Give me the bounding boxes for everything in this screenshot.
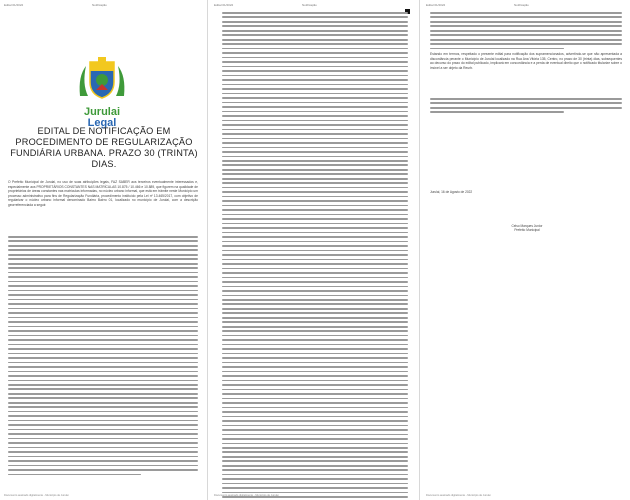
page-footer: Documento assinado digitalmente - Município de Jurulai	[426, 494, 491, 497]
logo-name-line1: Jurulai	[83, 106, 121, 118]
signature-block	[482, 224, 572, 233]
coat-of-arms-icon	[76, 56, 128, 102]
page-divider	[419, 0, 420, 500]
document-date: Jurulai, 16 de Agosto de 2022	[430, 190, 473, 194]
municipality-logo	[76, 56, 128, 128]
page-footer: Documento assinado digitalmente - Município de Jurulai	[214, 494, 279, 497]
logo-name-line2: Legal	[87, 117, 117, 129]
page-footer: Documento assinado digitalmente - Município de Jurulai	[4, 494, 69, 497]
page-header: Notificação	[92, 3, 107, 7]
document-intro: O Prefeito Municipal de Jurulai, no uso de suas atribuições legais, FAZ SABER aos terceiros eventualmente interessados e, especialmente aos PROPRIETÁRIOS CONSTANTES NAS MATRÍCULAS 10.875 / 10.466 e 10.889, que figurem na qualidade de proprietários de áreas constantes nas matrículas informadas, no núcleo urbano informal, que está em trâmite neste Município um processo administrativo para fins de Regularização Fundiária, procedimento instituído pela Lei nº 13.465/2017, com objetivo de regularizar o núcleo urbano informal denominado Bairro Bairro 01, localizado no município de Jurulai, com a descrição georreferenciada a seguir.	[8, 180, 198, 207]
georeferenced-description-text	[8, 236, 198, 478]
closing-notes-text	[430, 98, 622, 116]
georeferenced-description-text	[430, 12, 622, 52]
georeferenced-description-text	[222, 12, 408, 500]
page-header: Edital 01/2022	[426, 3, 446, 7]
closing-paragraph: Estando em termos, respeitado o presente edital para notificação dos supramencionados, advertindo-se que não apresentada a discordância perante o Município de Jurulai localizado na Rua Ana Vitória 135, Centro, no prazo de 30 (trinta) dias, subsequentes ao decurso do prazo do edital publicado, implicará em concordância e a perda de eventual direito que o notificado titularize sobre o imóvel a ser objeto da Reurb.	[430, 52, 622, 70]
document-page-1	[0, 0, 206, 500]
page-header: Edital 01/2022	[4, 3, 24, 7]
page-divider	[207, 0, 208, 500]
page-header: Notificação	[302, 3, 317, 7]
page-header: Edital 01/2022	[214, 3, 234, 7]
document-page-2	[210, 0, 416, 500]
document-page-3	[422, 0, 630, 500]
document-title: EDITAL DE NOTIFICAÇÃO EM PROCEDIMENTO DE REGULARIZAÇÃO FUNDIÁRIA URBANA. PRAZO 30 (TRINTA) DIAS.	[10, 126, 198, 169]
signer-role: Prefeito Municipal	[514, 228, 540, 233]
page-header: Notificação	[514, 3, 529, 7]
signer-name: Celso Marques Junior	[511, 224, 543, 228]
